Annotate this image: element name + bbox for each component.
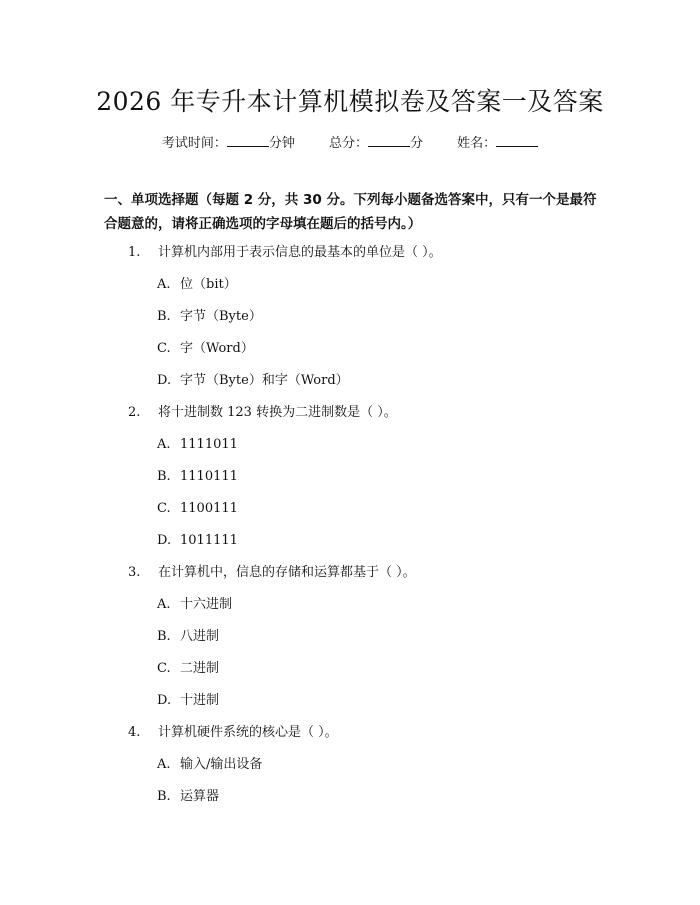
question-4-option-b[interactable] [0, 786, 700, 818]
question-2-option-d[interactable] [0, 530, 700, 562]
exam-time-field [162, 132, 295, 151]
exam-time-label: 考试时间： [161, 136, 227, 151]
document-title: 2026 年专升本计算机模拟卷及答案一及答案 [96, 87, 604, 116]
question-2 [0, 402, 700, 434]
question-number: 3. [128, 565, 141, 580]
question-3-option-b[interactable] [0, 626, 700, 658]
total-score-label: 总分： [328, 136, 368, 151]
question-text: 计算机硬件系统的核心是（ ）。 [158, 725, 338, 740]
question-3-option-d[interactable] [0, 690, 700, 722]
exam-time-unit: 分钟 [268, 136, 295, 151]
option-text: 字节（Byte）和字（Word） [180, 373, 349, 388]
option-text: 位（bit） [180, 277, 237, 292]
question-1-option-b[interactable] [0, 306, 700, 338]
total-score-blank[interactable] [368, 134, 410, 147]
option-text: 十六进制 [180, 597, 233, 612]
question-text: 计算机内部用于表示信息的最基本的单位是（ ）。 [158, 245, 442, 260]
option-letter: C. [157, 501, 171, 516]
name-label: 姓名： [457, 136, 497, 151]
question-2-option-a[interactable] [0, 434, 700, 466]
option-text: 二进制 [180, 661, 220, 676]
name-blank[interactable] [496, 134, 538, 147]
option-text: 八进制 [180, 629, 220, 644]
option-letter: B. [157, 469, 171, 484]
option-text: 1011111 [180, 533, 238, 548]
question-1 [0, 242, 700, 274]
exam-time-blank[interactable] [227, 134, 269, 147]
option-text: 输入/输出设备 [180, 757, 263, 772]
question-3-option-c[interactable] [0, 658, 700, 690]
question-list [0, 242, 700, 818]
option-letter: D. [157, 533, 172, 548]
option-letter: B. [157, 309, 171, 324]
total-score-unit: 分 [410, 136, 424, 151]
option-letter: D. [157, 373, 172, 388]
question-3 [0, 562, 700, 594]
option-text: 运算器 [180, 789, 220, 804]
question-4-option-a[interactable] [0, 754, 700, 786]
option-text: 1111011 [180, 437, 238, 452]
question-4 [0, 722, 700, 754]
option-letter: D. [157, 693, 172, 708]
question-number: 2. [128, 405, 141, 420]
question-text: 在计算机中，信息的存储和运算都基于（ ）。 [158, 565, 416, 580]
option-letter: A. [157, 597, 171, 612]
option-text: 十进制 [180, 693, 220, 708]
option-text: 字节（Byte） [180, 309, 262, 324]
question-number: 4. [128, 725, 141, 740]
exam-info-line [0, 132, 700, 151]
question-text: 将十进制数 123 转换为二进制数是（ ）。 [158, 405, 397, 420]
name-field [457, 132, 538, 151]
question-1-option-c[interactable] [0, 338, 700, 370]
question-1-option-d[interactable] [0, 370, 700, 402]
question-1-option-a[interactable] [0, 274, 700, 306]
option-letter: A. [157, 277, 171, 292]
question-number: 1. [128, 245, 141, 260]
option-letter: C. [157, 341, 171, 356]
total-score-field [329, 132, 423, 151]
question-3-option-a[interactable] [0, 594, 700, 626]
option-letter: A. [157, 757, 171, 772]
question-2-option-b[interactable] [0, 466, 700, 498]
option-letter: A. [157, 437, 171, 452]
option-text: 1100111 [180, 501, 238, 516]
option-letter: B. [157, 629, 171, 644]
option-letter: C. [157, 661, 171, 676]
option-text: 字（Word） [180, 341, 254, 356]
question-2-option-c[interactable] [0, 498, 700, 530]
option-text: 1110111 [180, 469, 238, 484]
section-heading: 一、单项选择题（每题 2 分，共 30 分。下列每小题备选答案中，只有一个是最符合题意的，请将正确选项的字母填在题后的括号内。） [104, 192, 597, 232]
option-letter: B. [157, 789, 171, 804]
